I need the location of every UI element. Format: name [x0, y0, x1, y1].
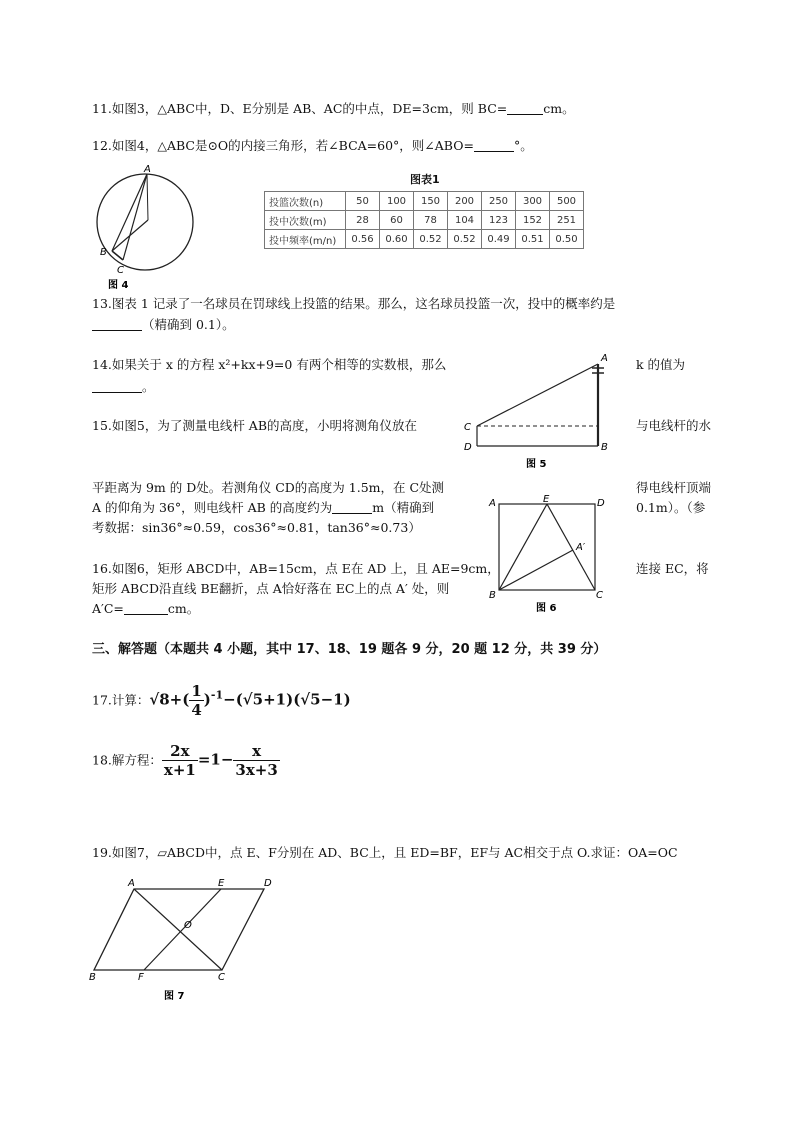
q16-line2: 矩形 ABCD沿直线 BE翻折，点 A恰好落在 EC上的点 A′ 处，则 — [92, 581, 450, 596]
q18-left-numerator: 2x — [162, 742, 198, 761]
question-13-line2 — [92, 316, 235, 334]
q15-right1: 与电线杆的水 — [636, 418, 712, 433]
q14-right-text: k 的值为 — [636, 357, 686, 372]
table-row-header: 投篮次数(n) — [265, 192, 346, 211]
question-15-right1 — [636, 417, 711, 435]
segment-ac — [123, 174, 147, 260]
q14-after: 。 — [142, 379, 155, 394]
table-cell: 0.51 — [516, 230, 550, 249]
section-3-title: 三、解答题（本题共 4 小题，其中 17、18、19 题各 9 分，20 题 12 分，共 39 分） — [92, 642, 607, 657]
q17-part3: −(√5+1)(√5−1) — [223, 690, 351, 709]
fig5-label-a: A — [601, 353, 608, 364]
question-17 — [92, 682, 351, 719]
table-1-caption: 图表1 — [410, 173, 440, 186]
q18-right-denominator: 3x+3 — [235, 761, 278, 779]
fig7-label-e: E — [218, 878, 225, 889]
q15-line2: 平距离为 9m 的 D处。若测角仪 CD的高度为 1.5m，在 C处测 — [92, 480, 445, 495]
question-13-line1 — [92, 295, 615, 313]
segment-bo — [112, 220, 148, 251]
q19-text: 19.如图7，▱ABCD中，点 E、F分别在 AD、BC上，且 ED=BF，EF与 AC相交于点 O.求证：OA=OC — [92, 845, 678, 860]
fig7-label-d: D — [264, 878, 272, 889]
q18-left-fraction — [162, 742, 198, 779]
q18-left-denominator: x+1 — [163, 761, 196, 779]
q17-denominator: 4 — [191, 701, 202, 719]
fig6-label-a-prime: A′ — [576, 542, 586, 553]
table-row-header: 投中频率(m/n) — [265, 230, 346, 249]
table-cell: 123 — [482, 211, 516, 230]
fig5-label-d: D — [464, 442, 472, 453]
q17-part2: ) — [203, 690, 211, 709]
fig4-caption: 图 4 — [108, 280, 129, 290]
q16-line3-before: A′C= — [92, 601, 124, 616]
q15-line3-before: A 的仰角为 36°，则电线杆 AB 的高度约为 — [92, 500, 333, 515]
q16-line3-after: cm。 — [167, 601, 200, 616]
figure-4 — [90, 160, 200, 290]
question-15-line1 — [92, 417, 417, 435]
q17-exponent: -1 — [210, 688, 224, 702]
q11-after: cm。 — [543, 101, 575, 116]
q14-answer-blank[interactable] — [92, 379, 142, 393]
question-14-line1 — [92, 356, 446, 374]
segment-ca — [477, 364, 598, 426]
q18-mid: =1− — [197, 750, 234, 769]
table-cell: 200 — [448, 192, 482, 211]
table-row — [265, 211, 584, 230]
segment-ab — [112, 174, 147, 251]
q15-answer-blank[interactable] — [332, 500, 372, 514]
question-15-line2 — [92, 479, 444, 497]
fig6-label-c: C — [596, 590, 603, 601]
q16-answer-blank[interactable] — [124, 601, 168, 615]
segment-ec — [547, 504, 595, 590]
table-cell: 100 — [380, 192, 414, 211]
figure-6 — [484, 494, 612, 616]
fig7-label-o: O — [184, 920, 192, 931]
question-15-line3 — [92, 499, 434, 517]
table-cell: 78 — [414, 211, 448, 230]
q18-right-fraction — [233, 742, 279, 779]
q17-label: 17.计算： — [92, 692, 150, 708]
q15-line4: 考数据：sin36°≈0.59，cos36°≈0.81，tan36°≈0.73） — [92, 520, 421, 535]
table-cell: 0.56 — [346, 230, 380, 249]
question-18 — [92, 742, 280, 779]
question-15-line4 — [92, 519, 421, 537]
table-cell: 0.52 — [414, 230, 448, 249]
q16-right1: 连接 EC，将 — [636, 561, 709, 576]
q15-right2: 得电线杆顶端 — [636, 480, 712, 495]
fig4-label-b: B — [100, 247, 107, 258]
question-14-line2 — [92, 378, 155, 396]
q17-part1: √8+( — [149, 690, 190, 709]
question-16-right1 — [636, 560, 709, 578]
fig6-label-e: E — [543, 494, 550, 505]
q13-text: 13.图表 1 记录了一名球员在罚球线上投篮的结果。那么，这名球员投篮一次，投中的概率约是 — [92, 296, 616, 311]
fig7-label-b: B — [89, 972, 96, 983]
figure-7 — [84, 876, 284, 1006]
question-16-line3 — [92, 600, 199, 618]
table-cell: 300 — [516, 192, 550, 211]
table-cell: 500 — [550, 192, 584, 211]
q15-line1: 15.如图5，为了测量电线杆 AB的高度，小明将测角仪放在 — [92, 418, 418, 433]
question-12 — [92, 137, 533, 155]
table-row — [265, 230, 584, 249]
fig7-label-c: C — [218, 972, 225, 983]
table-cell: 60 — [380, 211, 414, 230]
fig5-label-c: C — [464, 422, 471, 433]
table-cell: 0.50 — [550, 230, 584, 249]
q15-right3: 0.1m）。（参 — [636, 500, 706, 515]
question-15-right2 — [636, 479, 711, 497]
parallelogram-abcd — [94, 889, 264, 970]
q12-text: 12.如图4，△ABC是⊙O的内接三角形，若∠BCA=60°，则∠ABO= — [92, 138, 474, 153]
table-cell: 0.52 — [448, 230, 482, 249]
q13-answer-blank[interactable] — [92, 317, 142, 331]
q11-answer-blank[interactable] — [507, 101, 543, 115]
q15-line3-after: m（精确到 — [372, 500, 435, 515]
fig5-caption: 图 5 — [526, 459, 547, 470]
table-cell: 28 — [346, 211, 380, 230]
table-cell: 152 — [516, 211, 550, 230]
figure-5 — [460, 350, 620, 472]
q18-label: 18.解方程： — [92, 752, 162, 768]
fig6-caption: 图 6 — [536, 603, 557, 614]
fig7-label-f: F — [138, 972, 144, 983]
table-row-header: 投中次数(m) — [265, 211, 346, 230]
question-15-right3 — [636, 499, 705, 517]
fig4-label-c: C — [117, 265, 124, 276]
table-cell: 251 — [550, 211, 584, 230]
q13-after: （精确到 0.1）。 — [142, 317, 235, 332]
q14-text: 14.如果关于 x 的方程 x²+kx+9=0 有两个相等的实数根，那么 — [92, 357, 447, 372]
table-cell: 50 — [346, 192, 380, 211]
fig6-label-b: B — [489, 590, 496, 601]
fig5-label-b: B — [601, 442, 608, 453]
q18-right-numerator: x — [233, 742, 279, 761]
fig6-label-d: D — [597, 498, 605, 509]
table-cell: 104 — [448, 211, 482, 230]
fig7-caption: 图 7 — [164, 991, 185, 1002]
question-16-line2 — [92, 580, 449, 598]
question-19 — [92, 844, 678, 862]
q12-after: °。 — [513, 138, 533, 153]
table-cell: 0.60 — [380, 230, 414, 249]
segment-ao — [147, 174, 148, 220]
q17-numerator: 1 — [191, 682, 202, 700]
table-cell: 250 — [482, 192, 516, 211]
question-16-line1 — [92, 560, 500, 578]
q12-answer-blank[interactable] — [474, 138, 514, 152]
table-cell: 0.49 — [482, 230, 516, 249]
question-14-right — [636, 356, 685, 374]
table-1 — [264, 191, 584, 249]
q11-text: 11.如图3，△ABC中，D、E分别是 AB、AC的中点，DE=3cm，则 BC= — [92, 101, 508, 116]
fig4-label-a: A — [144, 164, 151, 175]
table-cell: 150 — [414, 192, 448, 211]
table-row — [265, 192, 584, 211]
fig7-label-a: A — [128, 878, 135, 889]
fig6-label-a: A — [489, 498, 496, 509]
q16-line1: 16.如图6，矩形 ABCD中，AB=15cm，点 E在 AD 上，且 AE=9cm， — [92, 561, 500, 576]
question-11 — [92, 100, 575, 118]
q17-fraction — [189, 682, 203, 719]
